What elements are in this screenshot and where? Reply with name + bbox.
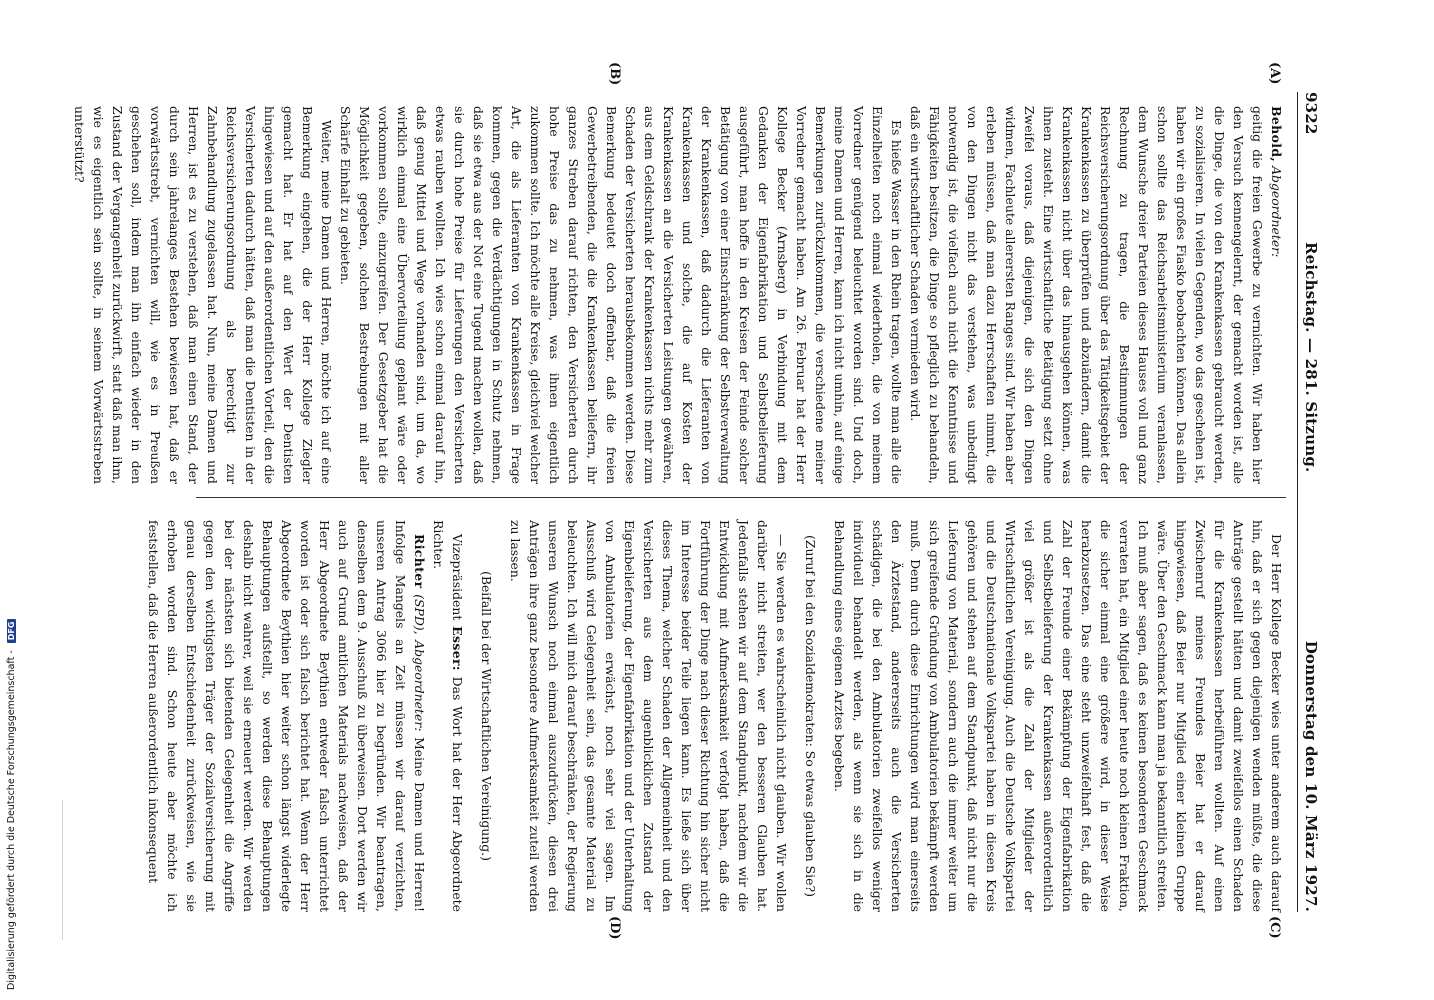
page-number: 9322 [1302, 92, 1320, 135]
speaker-name: Behold, [1269, 106, 1284, 163]
page-header [1296, 92, 1322, 912]
margin-mark-a: (A) [1267, 62, 1282, 85]
margin-mark-b: (B) [607, 62, 622, 86]
right-paragraph-1: Der Herr Kollege Becker wies unter anderem auch darauf hin, daß er sich gegen diejenigen wenden müßte, die diese Anträge gestellt hätten und damit zweifellos einen Schaden für die Krankenkassen herbeiführen wollten. Auf einen Zwischenruf meines Freundes Beier hat er darauf hingewiesen, daß Beier nur Mitglied einer kleinen Gruppe wäre. Über den Geschmack kann man ja bekanntlich streiten. Ich muß aber sagen, daß es keinen besonderen Geschmack verraten hat, ein Mitglied einer heute noch kleinen Fraktion, die sicher einmal eine größere wird, in dieser Weise herabzusetzen. Das eine steht unzweifelhaft fest, daß die Zahl der Freunde einer Bekämpfung der Eigenfabrikation und Selbstbelieferung der Krankenkassen außerordentlich viel größer ist als die Zahl der Mitglieder der Wirtschaftlichen Vereinigung. Auch die Deutsche Volkspartei und die Deutschnationale Volkspartei haben in diesen Kreis gehören und stehen auf dem Standpunkt, daß nicht nur die Lieferung von Material, sondern auch die immer weiter um sich greifende Gründung von Ambulatorien bekämpft werden muß. Denn durch diese Einrichtungen wird man einerseits den Ärztestand, andererseits auch die Versicherten schädigen, die bei den Ambulatorien zweifellos weniger individuell behandelt werden, als wenn sie sich in die Behandlung eines eigenen Arztes begeben. [832, 520, 1284, 912]
speaker2-name: Richter [412, 534, 427, 589]
margin-mark-d: (D) [607, 916, 622, 940]
vice-president-name: Esser: [450, 626, 465, 671]
right-text-column [146, 520, 1286, 912]
speaker-line [1267, 106, 1286, 484]
margin-mark-c: (C) [1267, 916, 1282, 939]
speaker2-text: Meine Damen und Herren! Infolge Mangels an Zeit müssen wir darauf verzichten, unseren Antrag 3066 hier zu begründen. Wir beantragen, denselben dem 9. Ausschuß zu überweisen. Dort werden wir auch auf Grund amtlichen Materials nachweisen, daß der Herr Abgeordnete Beythien entweder falsch unterrichtet worden ist oder sich falsch berichtet hat. Wenn der Herr Abgeordnete Beythien hier weiter schon längst widerlegte Behauptungen aufstellt, so werden diese Behauptungen deshalb nicht wahrer, weil sie erneuert werden. Wir werden bei der nächsten sich bietenden Gelegenheit die Angriffe gegen den wichtigsten Träger der Sozialversicherung mit genau derselben Entschiedenheit zurückweisen, wie sie erhoben worden sind. Schon heute aber möchte ich feststellen, daß die Herren außerordentlich inkonsequent [146, 520, 427, 912]
column-divider [196, 497, 1286, 498]
scan-edge-line [62, 800, 63, 940]
digitization-credit [6, 619, 17, 990]
dfg-logo-icon: DFG [7, 619, 16, 644]
vice-president-label: Vizepräsident [450, 534, 465, 621]
interjection: (Zuruf bei den Sozialdemokraten: So etwas glauben Sie?) [803, 535, 818, 897]
left-paragraph-3: Weiter, meine Damen und Herren, möchte ich auf eine Bemerkung eingehen, die der Herr Kollege Ziegler gemacht hat. Er hat auf den Wert der Dentisten hingewiesen und auf den außerordentlichen Vorteil, den die Versicherten dadurch hätten, daß man die Dentisten in der Reichsversicherungsordnung als berechtigt zur Zahnbehandlung zugelassen hat. Nun, meine Damen und Herren, ist es zu verstehen, daß man einen Stand, der durch sein jahrelanges Bestehen bewiesen hat, daß er vorwärtsstrebt, vernichten will, wie es in Preußen geschehen soll, indem man ihn einfach wieder in den Zustand der Vergangenheit zurückwirft, statt daß man ihm, wie es eigentlich sein sollte, in seinem Vorwärtsstreben unterstützt? [72, 106, 334, 484]
header-title: Reichstag. — 281. Sitzung. [1302, 242, 1320, 473]
header-rule [1297, 92, 1298, 912]
speaker2-role: (SPD), Abgeordneter: [412, 594, 427, 732]
vice-president-text: Das Wort hat der Herr Abgeordnete Richter. [431, 520, 465, 912]
credit-text: Digitalisierung gefördert durch die Deutsche Forschungsgemeinschaft - [6, 650, 17, 990]
vice-president-line [429, 520, 467, 912]
left-paragraph-2: Es hieße Wasser in den Rhein tragen, wollte man alle die Einzelheiten noch einmal wiederholen, die von meinem Vorredner genügend beleuchtet worden sind. Und doch, meine Damen und Herren, kann ich nicht umhin, auf einige Bemerkungen zurückzukommen, die verschiedene meiner Vorredner gemacht haben. Am 26. Februar hat der Herr Kollege Becker (Arnsberg) in Verbindung mit dem Gedanken der Eigenfabrikation und Selbstbelieferung ausgeführt, man hoffe in den Kreisen der Feinde solcher Betätigung von einer Einschränkung der Selbstverwaltung der Krankenkassen, daß dadurch die Lieferanten von Krankenkassen und solche, die auf Kosten der Krankenkassen an die Versicherten Leistungen gewähren, aus dem Geldschrank der Krankenkassen nichts mehr zum Schaden der Versicherten herausbekommen werden. Diese Bemerkung bedeutet doch offenbar, daß die freien Gewerbetreibenden, die die Krankenkassen beliefern, ihr ganzes Streben darauf richten, den Versicherten durch hohe Preise das zu nehmen, was ihnen eigentlich zukommen sollte. Ich möchte alle Kreise, gleichviel welcher Art, die als Lieferanten von Krankenkassen in Frage kommen, gegen die Verdächtigungen in Schutz nehmen, daß sie etwa aus der Not eine Tugend machen wollen, daß sie durch hohe Preise für Lieferungen den Versicherten etwas rauben wollten. Ich wies schon einmal darauf hin, daß genug Mittel und Wege vorhanden sind, um da, wo wirklich einmal eine Übervorteilung geplant wäre oder vorkommen sollte, einzugreifen. Der Gesetzgeber hat die Möglichkeit gegeben, solchen Bestrebungen mit aller Schärfe Einhalt zu gebieten. [338, 106, 904, 484]
left-paragraph-1: geitig die freien Gewerbe zu vernichten. Wir haben hier den Versuch kennengelernt, der gemacht worden ist, alle die Dinge, die von den Krankenkassen gebraucht werden, zu sozialisieren. In vielen Gegenden, wo das geschehen ist, haben wir ein großes Fiasko beobachten können. Das allein schon sollte das Reichsarbeitsministerium veranlassen, dem Wunsche dreier Parteien dieses Hauses voll und ganz Rechnung zu tragen, die Bestimmungen der Reichsversicherungsordnung über das Tätigkeitsgebiet der Krankenkassen zu überprüfen und abzuändern, damit die Krankenkassen nicht über das hinausgehen können, was ihnen zusteht. Eine wirtschaftliche Betätigung setzt ohne Zweifel voraus, daß diejenigen, die sich den Dingen widmen, Fachleute allerersten Ranges sind. Wir haben aber erleben müssen, daß man dazu Herrschaften nimmt, die von den Dingen nicht das verstehen, was unbedingt notwendig ist, die vielfach auch nicht die Kenntnisse und Fähigkeiten besitzen, die Dinge so pfleglich zu behandeln, daß ein wirtschaftlicher Schaden vermieden wird. [908, 106, 1265, 484]
speaker-role: Abgeordneter: [1269, 166, 1284, 258]
richter-speech [144, 520, 429, 912]
header-date: Donnerstag den 10. März 1927. [1302, 640, 1320, 912]
applause-note: (Beifall bei der Wirtschaftlichen Vereinigung.) [479, 571, 494, 861]
right-paragraph-2: — Sie werden es wahrscheinlich nicht glauben. Wir wollen darüber nicht streiten, wer den besseren Glauben hat. Jedenfalls stehen wir auf dem Standpunkt, nachdem wir die Entwicklung mit Aufmerksamkeit verfolgt haben, daß die Fortführung der Dinge nach dieser Richtung hin sicher nicht im Interesse beider Teile liegen kann. Es ließe sich über dieses Thema, welcher Schaden der Allgemeinheit und den Versicherten aus dem augenblicklichen Zustand der Eigenbelieferung, der Eigenfabrikation und der Unterhaltung von Ambulatorien erwächst, noch sehr viel sagen. Im Ausschuß wird Gelegenheit sein, das gesamte Material zu beleuchten. Ich will mich darauf beschränken, der Regierung unseren Wunsch noch einmal auszudrücken, diesen drei Anträgen ihre ganz besondere Aufmerksamkeit zuteil werden zu lassen. [508, 520, 789, 912]
rotated-document-page [72, 62, 1322, 940]
left-text-column [72, 106, 1286, 484]
